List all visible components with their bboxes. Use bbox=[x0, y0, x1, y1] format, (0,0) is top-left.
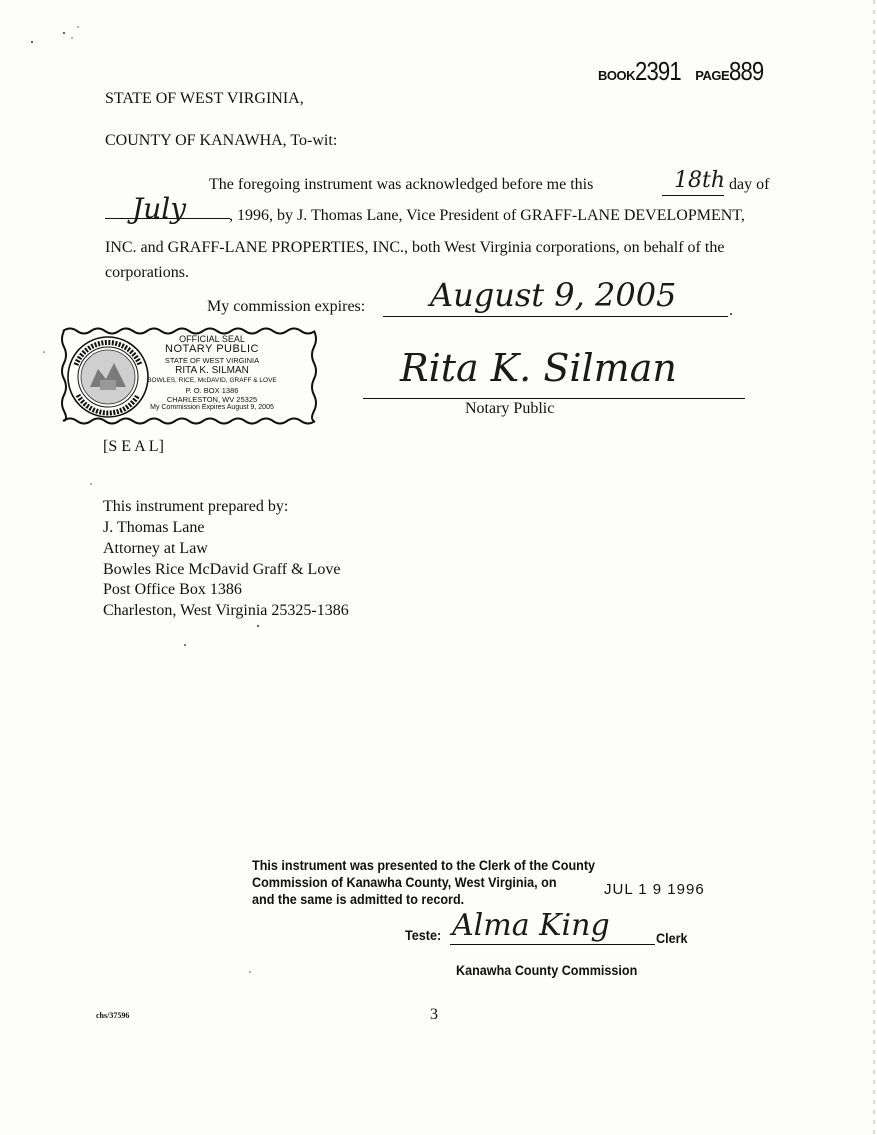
commission-label: My commission expires: bbox=[207, 298, 366, 315]
page-number: 889 bbox=[729, 56, 764, 86]
seal-line-name: RITA K. SILMAN bbox=[175, 365, 249, 376]
teste-label: Teste: bbox=[405, 927, 442, 943]
prepared-by-line: Charleston, West Virginia 25325-1386 bbox=[103, 602, 349, 619]
seal-line-city: CHARLESTON, WV 25325 bbox=[166, 395, 258, 404]
month-handwritten: July bbox=[132, 192, 187, 225]
book-label: BOOK bbox=[598, 68, 635, 83]
seal-line-notary: NOTARY PUBLIC bbox=[165, 343, 259, 355]
seal-line-expires: My Commission Expires August 9, 2005 bbox=[150, 404, 274, 411]
commission-date-handwritten: August 9, 2005 bbox=[430, 276, 677, 314]
recording-line3: and the same is admitted to record. bbox=[252, 891, 465, 907]
prepared-by-line: Attorney at Law bbox=[103, 540, 208, 557]
seal-line-state: STATE OF WEST VIRGINIA bbox=[164, 356, 260, 365]
prepared-by-line: Post Office Box 1386 bbox=[103, 581, 242, 598]
day-handwritten: 18th bbox=[674, 168, 726, 193]
seal-line-official: OFFICIAL SEAL bbox=[179, 334, 245, 344]
seal-label: [S E A L] bbox=[103, 438, 164, 455]
commission-name: Kanawha County Commission bbox=[456, 962, 638, 978]
ack-line4: corporations. bbox=[105, 264, 189, 281]
page-number: 3 bbox=[430, 1006, 438, 1023]
commission-period: . bbox=[729, 302, 733, 319]
seal-line-pobox: P. O. BOX 1386 bbox=[185, 386, 239, 395]
notary-signature: Rita K. Silman bbox=[400, 346, 677, 390]
recording-line1: This instrument was presented to the Clerk of the County bbox=[252, 857, 596, 873]
ack-line3: INC. and GRAFF-LANE PROPERTIES, INC., both West Virginia corporations, on behalf of the bbox=[105, 239, 725, 256]
file-code: chs/37596 bbox=[96, 1011, 130, 1020]
prepared-by-line: Bowles Rice McDavid Graff & Love bbox=[103, 561, 341, 578]
county-line: COUNTY OF KANAWHA, To-wit: bbox=[105, 132, 338, 149]
recording-line2: Commission of Kanawha County, West Virginia, on bbox=[252, 874, 557, 890]
ack-line1-end: day of bbox=[729, 176, 770, 193]
state-line: STATE OF WEST VIRGINIA, bbox=[105, 90, 304, 107]
prepared-by-line: J. Thomas Lane bbox=[103, 519, 205, 536]
seal-line-firm: BOWLES, RICE, McDAVID, GRAFF & LOVE bbox=[147, 377, 277, 384]
clerk-label: Clerk bbox=[656, 930, 688, 946]
ack-line1-start: The foregoing instrument was acknowledged before me this bbox=[209, 176, 594, 193]
ack-line2: , 1996, by J. Thomas Lane, Vice President of GRAFF-LANE DEVELOPMENT, bbox=[229, 207, 745, 224]
notary-title: Notary Public bbox=[465, 400, 555, 417]
recording-date-stamp: JUL 1 9 1996 bbox=[604, 881, 705, 898]
book-number: 2391 bbox=[635, 56, 681, 86]
clerk-signature: Alma King bbox=[452, 908, 610, 943]
prepared-by-heading: This instrument prepared by: bbox=[103, 498, 289, 515]
page-label: PAGE bbox=[695, 68, 730, 83]
